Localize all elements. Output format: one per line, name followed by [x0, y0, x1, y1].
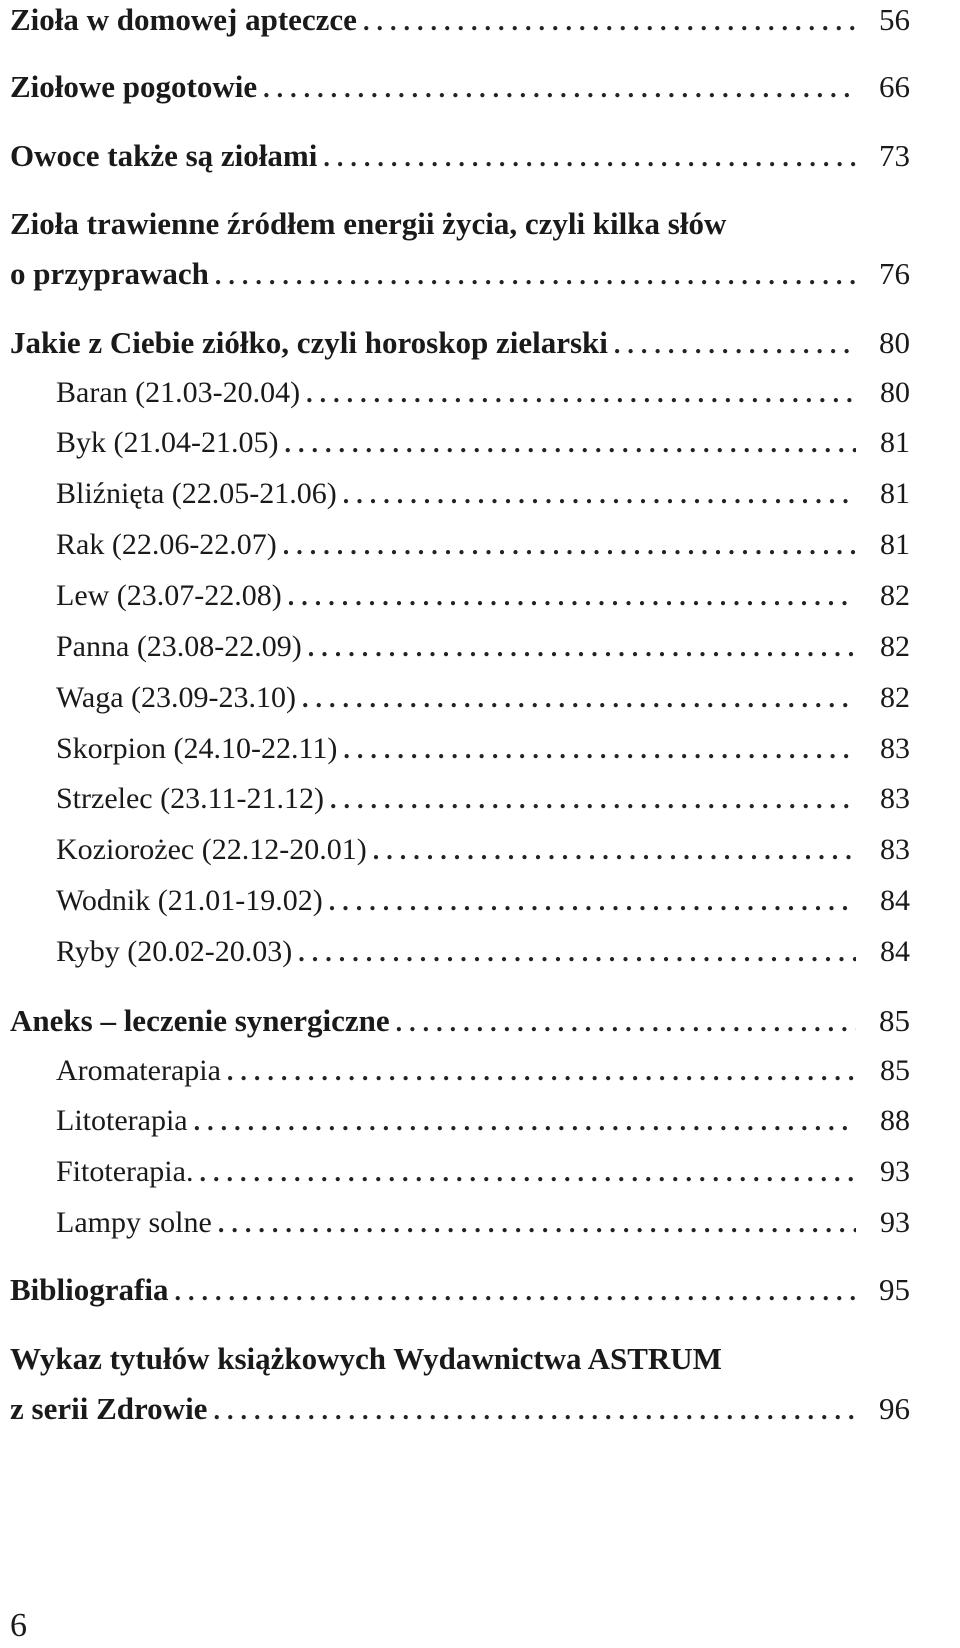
- toc-subentry: [56, 1051, 910, 1091]
- toc-subentry: [56, 779, 910, 819]
- toc-subentry-title: Skorpion (24.10-22.11): [56, 732, 338, 765]
- toc-subentry-page: 80: [880, 376, 910, 409]
- dot-leader: [284, 424, 856, 464]
- toc-subentry-page: 93: [880, 1155, 910, 1188]
- dot-leader: [298, 933, 856, 973]
- toc-subentry: [56, 678, 910, 718]
- toc-entry-title: o przyprawach: [10, 256, 209, 291]
- toc-entry-title: Aneks – leczenie synergiczne: [10, 1003, 390, 1038]
- toc-subentry: [56, 881, 910, 921]
- dot-leader: [215, 256, 856, 296]
- toc-subentry: [56, 932, 910, 972]
- dot-leader: [227, 1052, 856, 1092]
- toc-entry-title: Zioła w domowej apteczce: [10, 2, 357, 37]
- toc-subentry: [56, 576, 910, 616]
- toc-entry: [10, 254, 910, 294]
- toc-subentry-title: Baran (21.03-20.04): [56, 376, 301, 409]
- toc-subentry: [56, 423, 910, 463]
- toc-subentry-page: 83: [880, 732, 910, 765]
- toc-entry-page: 73: [879, 138, 910, 173]
- toc-entry-page: 80: [879, 325, 910, 360]
- toc-subentry-page: 81: [880, 426, 910, 459]
- toc-subentry-title: Koziorożec (22.12-20.01): [56, 833, 367, 866]
- dot-leader: [396, 1003, 856, 1043]
- toc-subentry-page: 81: [880, 477, 910, 510]
- toc-entry-page: 85: [879, 1003, 910, 1038]
- dot-leader: [363, 2, 856, 42]
- toc-entry: [10, 67, 910, 107]
- toc-subentry-page: 82: [880, 630, 910, 663]
- dot-leader: [323, 138, 856, 178]
- toc-subentry-page: 93: [880, 1206, 910, 1239]
- toc-subentry-page: 82: [880, 681, 910, 714]
- dot-leader: [174, 1272, 856, 1312]
- dot-leader: [213, 1391, 856, 1431]
- toc-subentry-title: Byk (21.04-21.05): [56, 426, 279, 459]
- toc-subentry-title: Fitoterapia.: [56, 1155, 194, 1188]
- toc-entry-page: 95: [879, 1272, 910, 1307]
- toc-subentry-title: Rak (22.06-22.07): [56, 528, 277, 561]
- dot-leader: [330, 780, 856, 820]
- toc-subentry: [56, 525, 910, 565]
- toc-subentry-title: Panna (23.08-22.09): [56, 630, 302, 663]
- toc-subentry-page: 81: [880, 528, 910, 561]
- toc-subentry: [56, 729, 910, 769]
- toc-subentry: [56, 474, 910, 514]
- toc-entry-page: 66: [879, 69, 910, 104]
- dot-leader: [194, 1102, 856, 1142]
- toc-entry-title: Jakie z Ciebie ziółko, czyli horoskop zielarski: [10, 325, 608, 360]
- dot-leader: [343, 475, 856, 515]
- toc-subentry: [56, 830, 910, 870]
- toc-subentry-title: Ryby (20.02-20.03): [56, 935, 293, 968]
- dot-leader: [218, 1204, 856, 1244]
- toc-subentry-title: Lampy solne: [56, 1206, 212, 1239]
- dot-leader: [199, 1153, 856, 1193]
- dot-leader: [302, 679, 856, 719]
- dot-leader: [288, 577, 856, 617]
- toc-subentry: [56, 1101, 910, 1141]
- toc-entry-page: 76: [879, 256, 910, 291]
- toc-subentry: [56, 627, 910, 667]
- toc-entry-page: 56: [879, 2, 910, 37]
- toc-subentry-page: 83: [880, 782, 910, 815]
- toc-entry-page: 96: [879, 1391, 910, 1426]
- dot-leader: [373, 831, 856, 871]
- toc-subentry-title: Lew (23.07-22.08): [56, 579, 282, 612]
- dot-leader: [308, 628, 856, 668]
- toc-entry-title-line1: Zioła trawienne źródłem energii życia, czyli kilka słów: [10, 206, 727, 241]
- dot-leader: [283, 526, 856, 566]
- toc-entry: [10, 136, 910, 176]
- toc-subentry-title: Aromaterapia: [56, 1054, 221, 1087]
- toc-subentry-page: 82: [880, 579, 910, 612]
- dot-leader: [614, 325, 856, 365]
- toc-subentry-title: Bliźnięta (22.05-21.06): [56, 477, 337, 510]
- toc-subentry-page: 84: [880, 935, 910, 968]
- dot-leader: [306, 374, 856, 414]
- dot-leader: [343, 730, 856, 770]
- toc-entry-title: Bibliografia: [10, 1272, 169, 1307]
- toc-subentry-title: Litoterapia: [56, 1104, 188, 1137]
- toc-subentry-title: Waga (23.09-23.10): [56, 681, 297, 714]
- toc-subentry-page: 85: [880, 1054, 910, 1087]
- dot-leader: [329, 882, 856, 922]
- toc-entry: [10, 1001, 910, 1041]
- toc-entry: [10, 1270, 910, 1310]
- toc-entry-title: Ziołowe pogotowie: [10, 69, 258, 104]
- toc-subentry-page: 84: [880, 884, 910, 917]
- toc-subentry-title: Strzelec (23.11-21.12): [56, 782, 324, 815]
- toc-entry-title: z serii Zdrowie: [10, 1391, 208, 1426]
- toc-subentry-page: 88: [880, 1104, 910, 1137]
- toc-entry-title: Owoce także są ziołami: [10, 138, 318, 173]
- dot-leader: [263, 69, 856, 109]
- toc-entry-title-line1: Wykaz tytułów książkowych Wydawnictwa ASTRUM: [10, 1341, 722, 1376]
- toc-subentry: [56, 1203, 910, 1243]
- toc-entry: [10, 0, 910, 40]
- toc-subentry: [56, 373, 910, 413]
- page-number: 6: [10, 1607, 27, 1644]
- toc-subentry-page: 83: [880, 833, 910, 866]
- toc-subentry: [56, 1152, 910, 1192]
- toc-entry: [10, 1389, 910, 1429]
- toc-subentry-title: Wodnik (21.01-19.02): [56, 884, 323, 917]
- toc-entry: [10, 323, 910, 363]
